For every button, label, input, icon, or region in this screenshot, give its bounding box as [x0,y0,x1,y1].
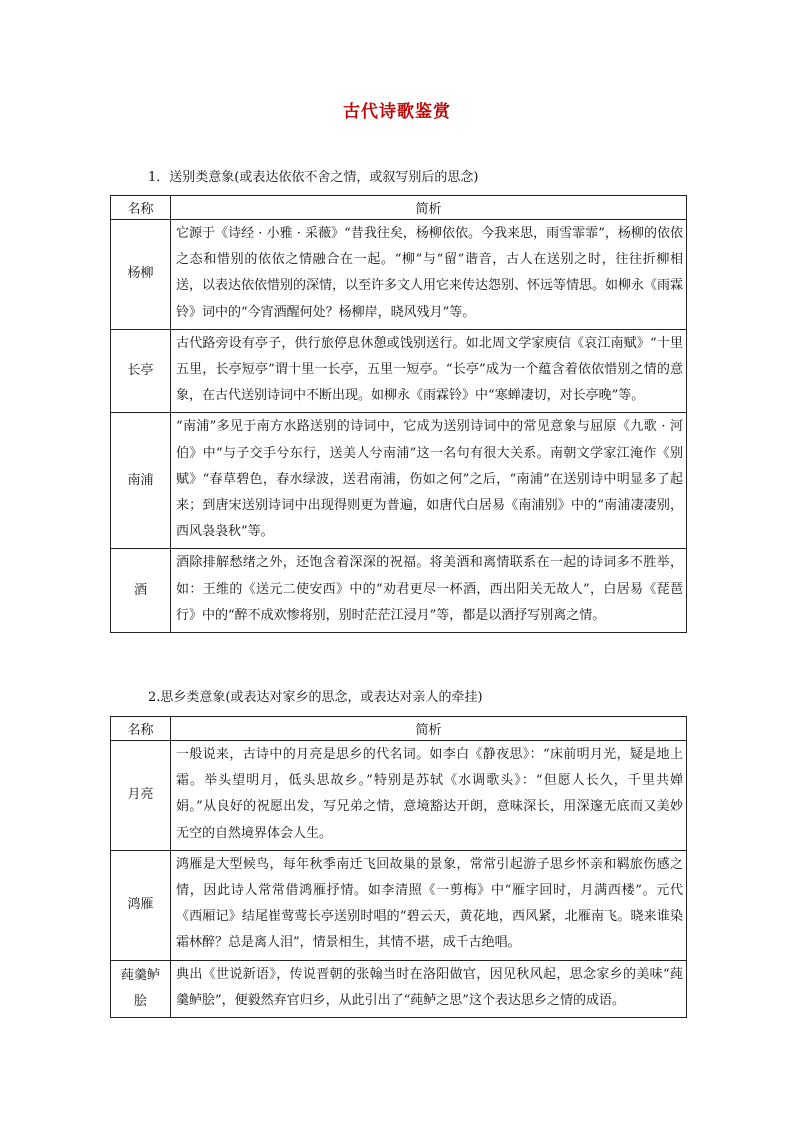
column-header-name: 名称 [111,196,171,220]
imagery-name: 酒 [111,549,171,633]
imagery-name: 莼羹鲈脍 [111,960,171,1017]
column-header-analysis: 简析 [171,717,687,741]
imagery-name: 南浦 [111,413,171,549]
imagery-name: 月亮 [111,741,171,851]
table-row [111,960,687,1017]
imagery-name: 杨柳 [111,220,171,330]
imagery-analysis: 典出《世说新语》，传说晋朝的张翰当时在洛阳做官，因见秋风起，思念家乡的美味“莼羹鲈脍”，便毅然弃官归乡，从此引出了“莼鲈之思”这个表达思乡之情的成语。 [171,960,687,1017]
imagery-analysis: 酒除排解愁绪之外，还饱含着深深的祝福。将美酒和离情联系在一起的诗词多不胜举，如：王维的《送元二使安西》中的“劝君更尽一杯酒，西出阳关无故人”，白居易《琵琶行》中的“醉不成欢惨将别，别时茫茫江浸月”等，都是以酒抒写别离之情。 [171,549,687,633]
column-header-analysis: 简析 [171,196,687,220]
imagery-analysis: 一般说来，古诗中的月亮是思乡的代名词。如李白《静夜思》：“床前明月光，疑是地上霜。举头望明月，低头思故乡。”特别是苏轼《水调歌头》：“但愿人长久，千里共婵娟。”从良好的祝愿出发，写兄弟之情，意境豁达开朗，意味深长，用深邃无底而又美妙无空的自然境界体会人生。 [171,741,687,851]
table-row [111,220,687,330]
table-header-row [111,196,687,220]
section-heading-farewell: 1．送别类意象(或表达依依不舍之情，或叙写别后的思念) [148,170,479,185]
imagery-analysis: 古代路旁设有亭子，供行旅停息休憩或饯别送行。如北周文学家庾信《哀江南赋》“十里五里，长亭短亭”谓十里一长亭，五里一短亭。“长亭”成为一个蕴含着依依惜别之情的意象，在古代送别诗词中不断出现。如柳永《雨霖铃》中“寒蝉凄切，对长亭晚”等。 [171,329,687,413]
table-row [111,549,687,633]
table-row [111,741,687,851]
table-row [111,850,687,960]
imagery-name: 鸿雁 [111,850,171,960]
table-row [111,413,687,549]
section-heading-homesick: 2.思乡类意象(或表达对家乡的思念，或表达对亲人的牵挂) [148,690,483,705]
farewell-imagery-table [110,195,687,633]
imagery-analysis: 鸿雁是大型候鸟，每年秋季南迁飞回故巢的景象，常常引起游子思乡怀亲和羁旅伤感之情，因此诗人常常借鸿雁抒情。如李清照《一剪梅》中“雁字回时，月满西楼”。元代《西厢记》结尾崔莺莺长亭送别时唱的“碧云天，黄花地，西风紧，北雁南飞。晓来谁染霜林醉？总是离人泪”，情景相生，其情不堪，成千古绝唱。 [171,850,687,960]
imagery-analysis: 它源于《诗经 · 小雅 · 采薇》“昔我往矣，杨柳依依。今我来思，雨雪霏霏”，杨柳的依依之态和惜别的依依之情融合在一起。“柳”与“留”谐音，古人在送别之时，往往折柳相送，以表达依依惜别的深情，以至许多文人用它来传达怨别、怀远等情思。如柳永《雨霖铃》词中的“今宵酒醒何处？杨柳岸，晓风残月”等。 [171,220,687,330]
page-title: 古代诗歌鉴赏 [343,102,451,122]
imagery-analysis: “南浦”多见于南方水路送别的诗词中，它成为送别诗词中的常见意象与屈原《九歌 · 河伯》中“与子交手兮东行，送美人兮南浦”这一名句有很大关系。南朝文学家江淹作《别赋》“春草碧色，春水绿波，送君南浦，伤如之何”之后，“南浦”在送别诗中明显多了起来；到唐宋送别诗词中出现得则更为普遍，如唐代白居易《南浦别》中的“南浦凄凄别，西风袅袅秋”等。 [171,413,687,549]
table-header-row [111,717,687,741]
homesick-imagery-table [110,716,687,1018]
imagery-name: 长亭 [111,329,171,413]
table-row [111,329,687,413]
column-header-name: 名称 [111,717,171,741]
